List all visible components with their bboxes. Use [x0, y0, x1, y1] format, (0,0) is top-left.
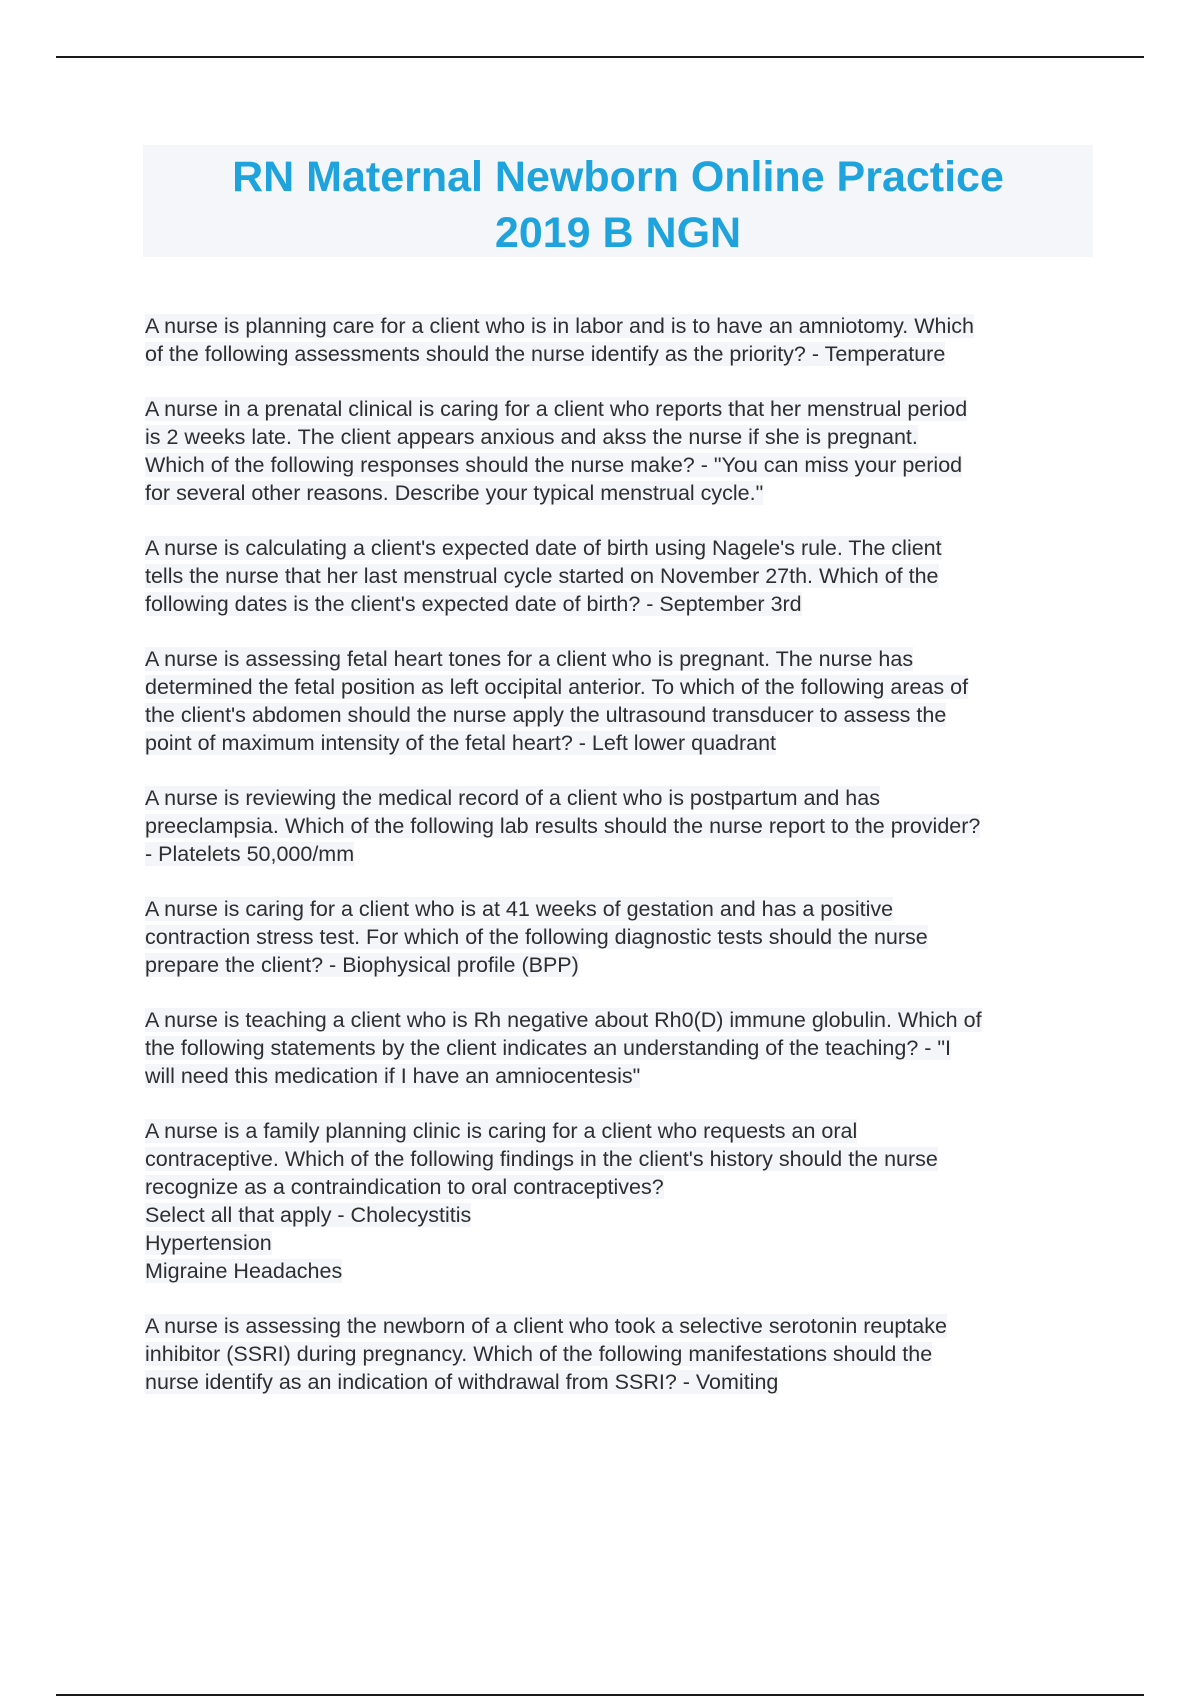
question-text: tells the nurse that her last menstrual cycle started on November 27th. Which of the: [145, 564, 939, 588]
question-text: A nurse is caring for a client who is at 41 weeks of gestation and has a positive: [145, 897, 894, 921]
question-line: [145, 1229, 1095, 1257]
question-text: Hypertension: [145, 1231, 272, 1255]
question-line: [145, 645, 1095, 673]
bottom-rule: [56, 1694, 1144, 1696]
question-text: - Platelets 50,000/mm: [145, 842, 355, 866]
question-text: A nurse in a prenatal clinical is caring for a client who reports that her menstrual period: [145, 397, 968, 421]
question-line: [145, 340, 1095, 368]
question-item: [145, 895, 1095, 979]
title-line-1: RN Maternal Newborn Online Practice: [232, 153, 1004, 201]
question-line: [145, 673, 1095, 701]
question-line: [145, 1340, 1095, 1368]
question-text: inhibitor (SSRI) during pregnancy. Which of the following manifestations should the: [145, 1342, 933, 1366]
question-line: [145, 1145, 1095, 1173]
question-line: [145, 395, 1095, 423]
question-line: [145, 1201, 1095, 1229]
question-line: [145, 590, 1095, 618]
question-line: [145, 1312, 1095, 1340]
question-line: [145, 1034, 1095, 1062]
question-item: [145, 1312, 1095, 1396]
question-line: [145, 1173, 1095, 1201]
question-line: [145, 479, 1095, 507]
question-text: determined the fetal position as left occipital anterior. To which of the following areas of: [145, 675, 969, 699]
question-text: recognize as a contraindication to oral contraceptives?: [145, 1175, 664, 1199]
question-text: the following statements by the client indicates an understanding of the teaching? - "I: [145, 1036, 952, 1060]
question-line: [145, 951, 1095, 979]
question-text: prepare the client? - Biophysical profile (BPP): [145, 953, 579, 977]
question-text: preeclampsia. Which of the following lab results should the nurse report to the provider?: [145, 814, 981, 838]
question-item: [145, 395, 1095, 507]
question-text: A nurse is reviewing the medical record of a client who is postpartum and has: [145, 786, 880, 810]
question-text: nurse identify as an indication of withdrawal from SSRI? - Vomiting: [145, 1370, 779, 1394]
question-line: [145, 423, 1095, 451]
question-text: A nurse is calculating a client's expected date of birth using Nagele's rule. The client: [145, 536, 942, 560]
question-line: [145, 1117, 1095, 1145]
question-line: [145, 701, 1095, 729]
question-text: contraction stress test. For which of the following diagnostic tests should the nurse: [145, 925, 928, 949]
question-text: of the following assessments should the nurse identify as the priority? - Temperature: [145, 342, 946, 366]
question-line: [145, 562, 1095, 590]
question-text: is 2 weeks late. The client appears anxious and akss the nurse if she is pregnant.: [145, 425, 918, 449]
question-item: [145, 534, 1095, 618]
question-line: [145, 923, 1095, 951]
question-item: [145, 1117, 1095, 1285]
question-text: the client's abdomen should the nurse apply the ultrasound transducer to assess the: [145, 703, 947, 727]
question-line: [145, 1006, 1095, 1034]
question-text: for several other reasons. Describe your typical menstrual cycle.": [145, 481, 764, 505]
question-text: A nurse is teaching a client who is Rh negative about Rh0(D) immune globulin. Which of: [145, 1008, 982, 1032]
question-text: A nurse is planning care for a client who is in labor and is to have an amniotomy. Which: [145, 314, 974, 338]
question-text: A nurse is assessing the newborn of a client who took a selective serotonin reuptake: [145, 1314, 947, 1338]
question-line: [145, 812, 1095, 840]
question-text: Select all that apply - Cholecystitis: [145, 1203, 472, 1227]
question-line: [145, 840, 1095, 868]
document-title: [143, 145, 1093, 261]
question-line: [145, 451, 1095, 479]
question-item: [145, 1006, 1095, 1090]
question-text: Migraine Headaches: [145, 1259, 343, 1283]
question-line: [145, 729, 1095, 757]
question-line: [145, 534, 1095, 562]
question-item: [145, 784, 1095, 868]
question-text: following dates is the client's expected date of birth? - September 3rd: [145, 592, 802, 616]
question-text: A nurse is a family planning clinic is caring for a client who requests an oral: [145, 1119, 858, 1143]
title-line-2: 2019 B NGN: [494, 209, 742, 257]
question-item: [145, 312, 1095, 368]
question-line: [145, 1257, 1095, 1285]
question-text: point of maximum intensity of the fetal heart? - Left lower quadrant: [145, 731, 776, 755]
title-banner: [143, 145, 1093, 257]
question-line: [145, 784, 1095, 812]
question-line: [145, 1062, 1095, 1090]
question-line: [145, 895, 1095, 923]
top-rule: [56, 56, 1144, 58]
question-list: [145, 312, 1095, 1423]
question-text: contraceptive. Which of the following findings in the client's history should the nurse: [145, 1147, 938, 1171]
question-item: [145, 645, 1095, 757]
question-line: [145, 312, 1095, 340]
question-text: A nurse is assessing fetal heart tones for a client who is pregnant. The nurse has: [145, 647, 914, 671]
question-line: [145, 1368, 1095, 1396]
question-text: Which of the following responses should the nurse make? - "You can miss your period: [145, 453, 963, 477]
question-text: will need this medication if I have an amniocentesis": [145, 1064, 641, 1088]
